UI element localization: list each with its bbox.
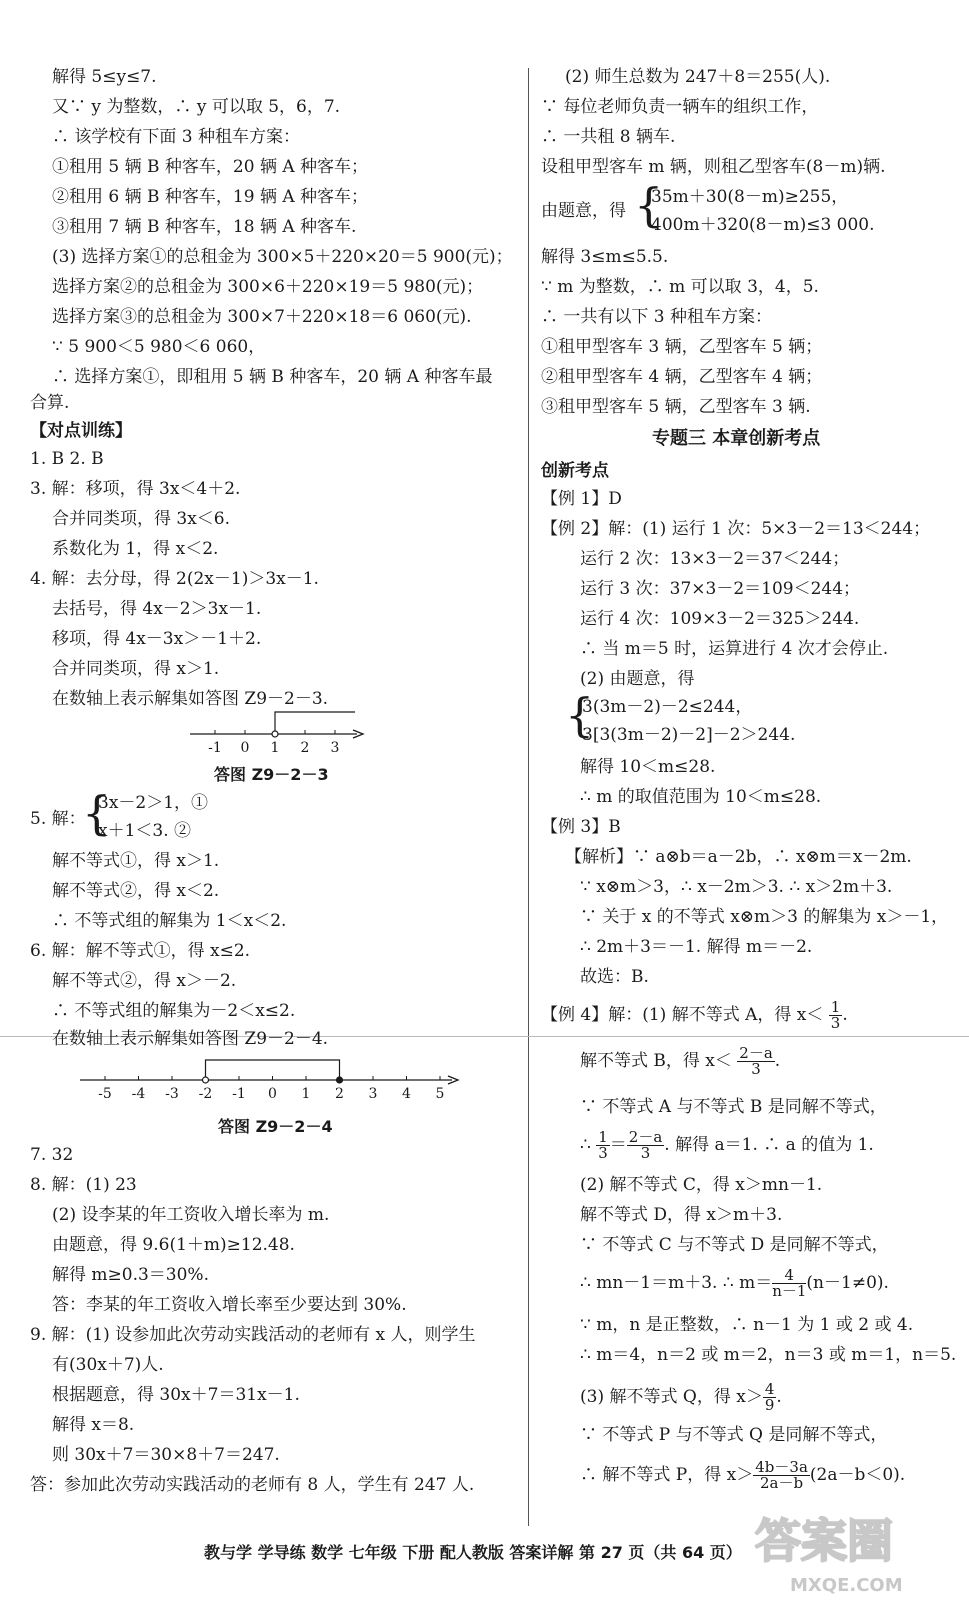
tick-label: -4 (131, 1086, 146, 1102)
text-line: (2) 设李某的年工资收入增长率为 m. (52, 1205, 330, 1225)
text-line: ∴ 选择方案①，即租用 5 辆 B 种客车，20 辆 A 种客车最 (52, 367, 493, 387)
text-line: 5. 解： (30, 809, 86, 829)
watermark-logo (735, 1495, 960, 1600)
text-line: 解不等式 D，得 x＞m＋3. (580, 1205, 783, 1225)
text-line: 1. B 2. B (30, 449, 104, 469)
fraction: $\frac{1}{3}$ (598, 1128, 608, 1162)
text-line: ∵ 不等式 C 与不等式 D 是同解不等式， (580, 1235, 889, 1255)
tick-label: -2 (198, 1086, 213, 1102)
text-line: 4. 解：去分母，得 2(2x－1)＞3x－1. (30, 569, 319, 589)
footer-text: 教与学 学导练 数学 七年级 下册 配人教版 答案详解 第 27 页（共 64 页） (204, 1543, 742, 1562)
text-line: ∴ 不等式组的解集为 1＜x＜2. (52, 911, 287, 931)
text-line: ∵ 不等式 A 与不等式 B 是同解不等式， (580, 1097, 887, 1117)
watermark-text: 答案圈 (755, 1514, 893, 1568)
equation-line: 35m＋30(8－m)≥255， (651, 187, 849, 207)
fraction: $\frac{2-a}{3}$ (739, 1044, 773, 1078)
system-brace: { (82, 786, 112, 840)
watermark-url: MXQE.COM (790, 1575, 903, 1596)
text-line: 移项，得 4x－3x＞－1＋2. (52, 629, 262, 649)
text-line: 又∵ y 为整数，∴ y 可以取 5，6，7. (52, 97, 341, 117)
text-segment: 【例 4】解：(1) 解不等式 A，得 x＜ (541, 1005, 824, 1025)
text-line: 9. 解：(1) 设参加此次劳动实践活动的老师有 x 人，则学生 (30, 1325, 476, 1345)
text-line: 解得 5≤y≤7. (52, 67, 157, 87)
tick-label: 0 (268, 1086, 277, 1102)
fraction: $\frac{4b-3a}{2a-b}$ (755, 1458, 808, 1492)
text-line: 【解析】∵ a⊗b＝a－2b，∴ x⊗m＝x－2m. (565, 847, 912, 867)
tick-label: 3 (330, 740, 340, 756)
text-line: (3) 选择方案①的总租金为 300×5＋220×20＝5 900(元)； (52, 247, 513, 267)
text-line: 6. 解：解不等式①，得 x≤2. (30, 941, 251, 961)
equation-line: 3[3(3m－2)－2]－2＞244. (582, 725, 796, 745)
text-line: 在数轴上表示解集如答图 Z9－2－4. (52, 1029, 329, 1049)
text-line: ③租用 7 辆 B 种客车，18 辆 A 种客车. (52, 217, 357, 237)
text-line: 合并同类项，得 3x＜6. (52, 509, 231, 529)
text-line: ∴ m＝4，n＝2 或 m＝2，n＝3 或 m＝1，n＝5. (580, 1345, 957, 1365)
text-line: 故选：B. (580, 967, 649, 987)
tick-label: 4 (402, 1086, 411, 1102)
system-brace: { (634, 178, 664, 232)
tick-label: 5 (435, 1086, 445, 1102)
text-line: 选择方案③的总租金为 300×7＋220×18＝6 060(元). (52, 307, 472, 327)
fraction: $\frac{4}{9}$ (764, 1380, 775, 1414)
figure-caption: 答图 Z9－2－4 (218, 1117, 333, 1136)
open-point (272, 731, 278, 737)
text-segment: 解不等式 B，得 x＜ (580, 1051, 732, 1071)
tick-label: 2 (335, 1086, 344, 1102)
text-line: (3) 解不等式 Q，得 x＞ $\frac{4}{9}$ . (580, 1380, 782, 1414)
equation-line: 400m＋320(8－m)≤3 000. (651, 215, 875, 235)
text-line: ∴ 一共租 8 辆车. (541, 127, 676, 147)
text-line: 解得 3≤m≤5.5. (541, 247, 669, 267)
text-line: (2) 师生总数为 247＋8＝255(人). (565, 67, 831, 87)
section-title: 专题三 本章创新考点 (652, 428, 821, 449)
text-line: 7. 32 (30, 1145, 74, 1165)
text-line: 解得 m≥0.3＝30%. (52, 1265, 209, 1285)
tick-label: 0 (240, 740, 250, 756)
text-line: 去括号，得 4x－2＞3x－1. (52, 599, 262, 619)
text-line: 解不等式②，得 x＞－2. (52, 971, 237, 991)
section-heading: 【对点训练】 (30, 421, 132, 441)
tick-label: 3 (368, 1086, 378, 1102)
text-line: ∴ 不等式组的解集为－2＜x≤2. (52, 1001, 296, 1021)
text-line: ∴ m 的取值范围为 10＜m≤28. (580, 787, 822, 807)
tick-label: -1 (208, 740, 222, 756)
text-line: 合算. (30, 393, 70, 413)
text-line: 合并同类项，得 x＞1. (52, 659, 220, 679)
solution-ray (275, 712, 355, 734)
text-line: 答：参加此次劳动实践活动的老师有 8 人，学生有 247 人. (30, 1475, 475, 1495)
text-line: 运行 2 次：13×3－2＝37＜244； (580, 549, 850, 569)
text-line: 解得 10＜m≤28. (580, 757, 716, 777)
text-line: 由题意，得 9.6(1＋m)≥12.48. (52, 1235, 295, 1255)
open-point (203, 1077, 209, 1083)
text-line: 则 30x＋7＝30×8＋7＝247. (52, 1445, 280, 1465)
text-line: 解得 x＝8. (52, 1415, 135, 1435)
text-line: ∴ mn－1＝m＋3. ∴ m＝ $\frac{4}{n-1}$ (n－1≠0). (580, 1266, 889, 1300)
text-line: ∴ 该学校有下面 3 种租车方案： (52, 127, 301, 147)
text-line: 3. 解：移项，得 3x＜4＋2. (30, 479, 241, 499)
text-line: 答：李某的年工资收入增长率至少要达到 30%. (52, 1295, 407, 1315)
tick-label: -3 (165, 1086, 179, 1102)
text-line: ∴ 当 m＝5 时，运算进行 4 次才会停止. (580, 639, 889, 659)
text-line: 8. 解：(1) 23 (30, 1175, 137, 1195)
tick-label: 2 (300, 740, 310, 756)
subsection-title: 创新考点 (541, 461, 609, 481)
text-line: ∵ 关于 x 的不等式 x⊗m＞3 的解集为 x＞－1， (580, 907, 949, 927)
text-line: ②租甲型客车 4 辆，乙型客车 4 辆； (541, 367, 823, 387)
text-line: ③租甲型客车 5 辆，乙型客车 3 辆. (541, 397, 811, 417)
text-line: 【例 3】B (541, 817, 621, 837)
text-line: ①租甲型客车 3 辆，乙型客车 5 辆； (541, 337, 823, 357)
number-line-figure-2 (80, 1052, 460, 1104)
fraction: $\frac{4}{n-1}$ (772, 1266, 807, 1300)
text-line: (2) 解不等式 C，得 x＞mn－1. (580, 1175, 823, 1195)
text-line: ∵ m 为整数，∴ m 可以取 3，4，5. (541, 277, 819, 297)
text-line: 设租甲型客车 m 辆，则租乙型客车(8－m)辆. (541, 157, 886, 177)
text-line: 解不等式②，得 x＜2. (52, 881, 220, 901)
number-line-figure-1 (190, 706, 370, 758)
equation-line: 3x－2＞1，① (98, 793, 209, 813)
equation-line: x＋1＜3. ② (98, 821, 192, 841)
text-line: 运行 4 次：109×3－2＝325＞244. (580, 609, 860, 629)
tick-label: -1 (232, 1086, 246, 1102)
text-line: ∵ 每位老师负责一辆车的组织工作， (541, 97, 819, 117)
text-line: 根据题意，得 30x＋7＝31x－1. (52, 1385, 300, 1405)
text-line: 【例 1】D (541, 489, 622, 509)
equation-line: 3(3m－2)－2≤244， (582, 697, 753, 717)
tick-label: -5 (98, 1086, 112, 1102)
text-line: 有(30x＋7)人. (52, 1355, 164, 1375)
text-line: ∴ 2m＋3＝－1. 解得 m＝－2. (580, 937, 813, 957)
text-line: 在数轴上表示解集如答图 Z9－2－3. (52, 689, 329, 709)
text-line: (2) 由题意，得 (580, 669, 695, 689)
text-line: 运行 3 次：37×3－2＝109＜244； (580, 579, 861, 599)
text-line: ∵ x⊗m＞3，∴ x－2m＞3. ∴ x＞2m＋3. (580, 877, 893, 897)
fraction: $\frac{1}{3}$ (830, 998, 841, 1032)
text-line: 【例 4】解：(1) 解不等式 A，得 x＜ $\frac{1}{3}$ . (541, 998, 848, 1032)
text-line: ∵ 不等式 P 与不等式 Q 是同解不等式， (580, 1425, 888, 1445)
text-line: ∴ 解不等式 P，得 x＞ $\frac{4b-3a}{2a-b}$ (2a－b＜0). (580, 1458, 906, 1492)
column-divider (528, 68, 529, 1526)
text-line: ∵ 5 900＜5 980＜6 060， (52, 337, 266, 357)
tick-label: 1 (301, 1086, 311, 1102)
text-line: ∵ m，n 是正整数，∴ n－1 为 1 或 2 或 4. (580, 1315, 914, 1335)
text-line: ②租用 6 辆 B 种客车，19 辆 A 种客车； (52, 187, 369, 207)
text-line: 【例 2】解：(1) 运行 1 次：5×3－2＝13＜244； (541, 519, 931, 539)
text-line: ∴ $\frac{1}{3}$ ＝ $\frac{2-a}{3}$ . 解得 a＝1. ∴ a 的值为 1. (580, 1128, 874, 1162)
text-line: 选择方案②的总租金为 300×6＋220×19＝5 980(元)； (52, 277, 484, 297)
figure-caption: 答图 Z9－2－3 (214, 765, 329, 784)
text-line: 系数化为 1，得 x＜2. (52, 539, 219, 559)
tick-label: 1 (270, 740, 280, 756)
text-line: ∴ 一共有以下 3 种租车方案： (541, 307, 773, 327)
text-line: ①租用 5 辆 B 种客车，20 辆 A 种客车； (52, 157, 369, 177)
system-brace: { (565, 688, 595, 742)
fraction: $\frac{2-a}{3}$ (628, 1128, 663, 1162)
text-line: 解不等式 B，得 x＜ $\frac{2-a}{3}$ . (580, 1044, 781, 1078)
closed-point (337, 1077, 343, 1083)
text-line: 由题意，得 (541, 201, 626, 221)
text-line: 解不等式①，得 x＞1. (52, 851, 220, 871)
